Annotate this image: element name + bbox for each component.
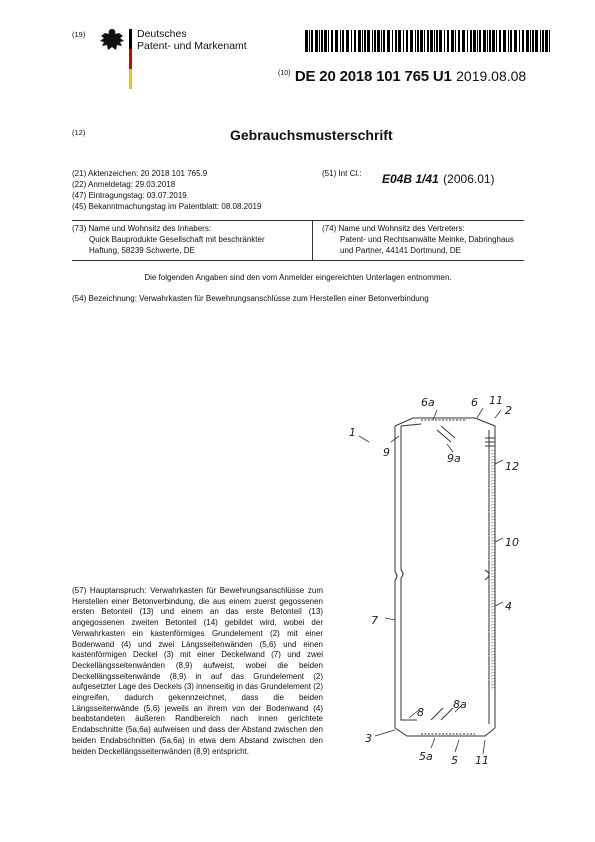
barcode-bar xyxy=(364,30,366,52)
ipc-classification xyxy=(382,170,495,188)
barcode-bar xyxy=(430,30,433,52)
label-11-bottom: 11 xyxy=(475,754,489,767)
textured-strip xyxy=(492,450,494,690)
barcode-bar xyxy=(535,30,538,52)
barcode-bar xyxy=(532,30,534,52)
barcode-bar xyxy=(487,30,488,52)
ipc-label: (51) Int Cl.: xyxy=(322,169,362,178)
divider-top xyxy=(72,220,524,221)
filing-date: (22) Anmeldetag: 29.03.2018 xyxy=(72,180,176,189)
ipc-version: (2006.01) xyxy=(443,172,495,186)
document-date: 2019.08.08 xyxy=(456,68,527,84)
representative-line1: Patent- und Rechtsanwälte Meinke, Dabringhaus xyxy=(340,235,514,244)
document-number: DE 20 2018 101 765 U1 xyxy=(294,68,452,85)
owner-line2: Haftung, 58239 Schwerte, DE xyxy=(89,246,195,255)
ipc-code: E04B 1/41 xyxy=(382,172,439,186)
representative-block xyxy=(322,223,514,256)
barcode-bar xyxy=(510,30,512,52)
barcode-bar xyxy=(479,30,481,52)
barcode-bar xyxy=(398,30,401,52)
barcode-bar xyxy=(439,30,442,52)
owner-line1: Quick Bauprodukte Gesellschaft mit beschränkter xyxy=(89,235,265,244)
label-6a-top: 6a xyxy=(421,396,435,409)
barcode-bar xyxy=(335,30,338,52)
barcode-bar xyxy=(403,30,404,52)
barcode-bar xyxy=(321,30,323,52)
barcode-bar xyxy=(410,30,413,52)
barcode-bar xyxy=(377,30,380,52)
barcode-bar xyxy=(417,30,419,52)
barcode-bar xyxy=(328,30,329,52)
label-8a: 8a xyxy=(453,698,467,711)
barcode-bar xyxy=(387,30,390,52)
label-9a: 9a xyxy=(447,452,461,465)
barcode-bar xyxy=(305,30,308,52)
barcode-bar xyxy=(434,30,435,52)
barcode-bar xyxy=(381,30,382,52)
barcode-bar xyxy=(395,30,397,52)
label-12: 12 xyxy=(505,460,519,473)
barcode-bar xyxy=(496,30,497,52)
barcode-bar xyxy=(436,30,438,52)
publication-date: (45) Bekanntmachungstag im Patentblatt: 08.08.2019 xyxy=(72,202,262,211)
barcode-bar xyxy=(467,30,468,52)
barcode-bar xyxy=(406,30,408,52)
barcode-bar xyxy=(340,30,341,52)
federal-eagle-icon xyxy=(98,27,126,53)
barcode-bar xyxy=(508,30,509,52)
barcode-bar xyxy=(331,30,333,52)
barcode-bar xyxy=(342,30,344,52)
leader-lines xyxy=(359,408,503,754)
label-9: 9 xyxy=(383,446,390,459)
barcode-bar xyxy=(372,30,373,52)
barcode-bar xyxy=(319,30,320,52)
abstract: (57) Hauptanspruch: Verwahrkasten für Bewehrungsanschlüsse zum Herstellen einer Betonverbindung, die aus einem zuerst gegossenen ersten Betonteil (13) und einem an das erste Betonteil (13) angegossenen zweiten Betonteil (14) gebildet wird, wobei der Verwahrkasten ein kastenförmiges Grundelement (2) mit einer Bodenwand (4) und zwei Längsseitenwänden (5,6) und einen kastenförmigen Deckel (3) mit einer Deckelwand (7) und zwei Deckellängsseitenwänden (8,9) aufweist, wobei die beiden Deckellängsseitenwände (8,9) in auf das Grundelement (2) aufgesetzter Lage des Deckels (3) innenseitig in das Grundelement (2) eingreifen, dadurch gekennzeichnet, dass die beiden Längsseitenwände (5,6) jeweils an ihrem von der Bodenwand (4) beabstandeten äußeren Randbereich nach innen gerichtete Endabschnitte (5a,6a) aufweisen und dass der Abstand zwischen den beiden Endabschnitten (5a,6a) in etwa dem Abstand zwischen den beiden Deckellängsseitenwänden (8,9) entspricht. xyxy=(72,586,323,756)
barcode-bar xyxy=(444,30,445,52)
technical-drawing xyxy=(335,390,525,770)
owner-block xyxy=(72,223,265,256)
label-3: 3 xyxy=(365,732,372,745)
barcode-bar xyxy=(415,30,416,52)
label-8: 8 xyxy=(417,706,424,719)
biblio-left xyxy=(72,168,261,212)
label-4: 4 xyxy=(505,600,512,613)
barcode-bar xyxy=(383,30,385,52)
barcode-bar xyxy=(492,30,495,52)
barcode-bar xyxy=(424,30,425,52)
barcode-bar xyxy=(354,30,356,52)
barcode-bar xyxy=(420,30,423,52)
representative-line2: und Partner, 44141 Dortmund, DE xyxy=(340,246,461,255)
representative-heading: (74) Name und Wohnsitz des Vertreters: xyxy=(322,224,465,233)
barcode-bar xyxy=(447,30,449,52)
barcode-bar xyxy=(477,30,478,52)
barcode-bar xyxy=(519,30,520,52)
barcode-bar xyxy=(362,30,363,52)
barcode-bar xyxy=(374,30,376,52)
barcode-bar xyxy=(473,30,476,52)
barcode-bar xyxy=(503,30,506,52)
divider-vertical xyxy=(312,220,313,260)
barcode-bar xyxy=(542,30,544,52)
barcode-bar xyxy=(530,30,531,52)
barcode-bar xyxy=(451,30,454,52)
barcode-bar xyxy=(514,30,517,52)
document-number-line xyxy=(278,68,526,86)
barcode-bar xyxy=(311,30,313,52)
barcode-bar xyxy=(324,30,327,52)
owner-heading: (73) Name und Wohnsitz des Inhabers: xyxy=(72,224,212,233)
office-name xyxy=(137,28,247,52)
label-11-top: 11 xyxy=(489,394,503,407)
flag-bar xyxy=(129,29,132,89)
barcode-bar xyxy=(358,30,361,52)
barcode xyxy=(305,30,552,52)
application-number: (21) Aktenzeichen: 20 2018 101 765.9 xyxy=(72,169,208,178)
label-5a: 5a xyxy=(419,750,433,763)
label-5: 5 xyxy=(451,754,458,767)
code-19: (19) xyxy=(72,30,86,39)
barcode-bar xyxy=(367,30,370,52)
office-line1: Deutsches xyxy=(137,28,187,40)
label-6: 6 xyxy=(471,396,478,409)
divider-bottom xyxy=(72,260,524,261)
code-12: (12) xyxy=(72,128,86,137)
designation: (54) Bezeichnung: Verwahrkasten für Bewehrungsanschlüsse zum Herstellen einer Betonverbindung xyxy=(72,294,429,303)
notice-text: Die folgenden Angaben sind den vom Anmelder eingereichten Unterlagen entnommen. xyxy=(144,273,452,282)
label-1: 1 xyxy=(349,426,356,439)
barcode-bar xyxy=(351,30,352,52)
drawing-body xyxy=(395,418,495,736)
barcode-bar xyxy=(309,30,310,52)
barcode-bar xyxy=(470,30,472,52)
barcode-bar xyxy=(522,30,524,52)
barcode-bar xyxy=(483,30,486,52)
barcode-bar xyxy=(499,30,501,52)
barcode-bar xyxy=(315,30,318,52)
barcode-bar xyxy=(489,30,491,52)
barcode-bar xyxy=(455,30,456,52)
registration-date: (47) Eintragungstag: 03.07.2019 xyxy=(72,191,187,200)
document-title: Gebrauchsmusterschrift xyxy=(230,127,393,143)
label-2: 2 xyxy=(505,404,512,417)
barcode-bar xyxy=(462,30,465,52)
barcode-bar xyxy=(346,30,349,52)
label-10: 10 xyxy=(505,536,519,549)
barcode-bar xyxy=(427,30,429,52)
label-7: 7 xyxy=(371,614,378,627)
barcode-bar xyxy=(458,30,460,52)
barcode-bar xyxy=(392,30,393,52)
barcode-bar xyxy=(526,30,529,52)
office-line2: Patent- und Markenamt xyxy=(137,40,247,52)
barcode-bar xyxy=(549,30,550,52)
code-10: (10) xyxy=(278,70,291,77)
barcode-bar xyxy=(540,30,541,52)
barcode-bar xyxy=(545,30,548,52)
